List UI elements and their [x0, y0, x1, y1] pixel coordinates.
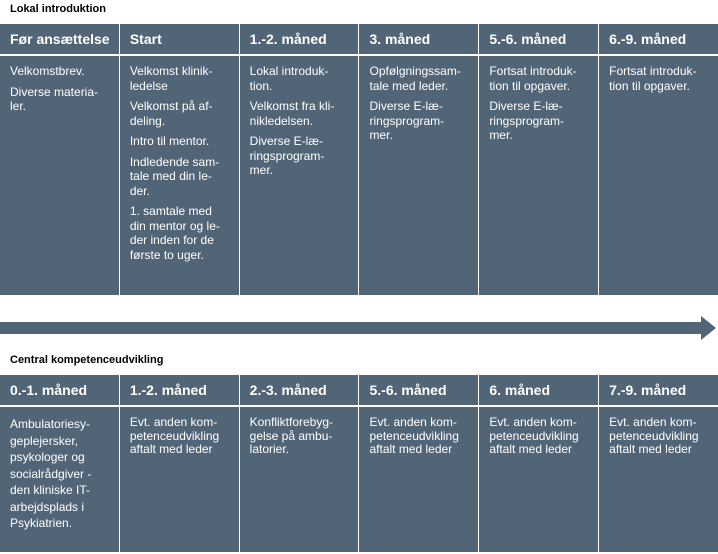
- central-column: [359, 375, 478, 552]
- local-introduction-grid: [0, 24, 718, 295]
- column-header: 6.-9. måned: [599, 24, 718, 56]
- list-item: Velkomst fra kli- nikledelsen.: [249, 99, 335, 128]
- column-body: [240, 407, 359, 457]
- column-body: [120, 407, 239, 457]
- column-header: 6. måned: [479, 375, 598, 407]
- timeline-arrow: [0, 312, 718, 344]
- list-item: Fortsat introduk- tion til opgaver.: [489, 64, 577, 93]
- central-column: [240, 375, 359, 552]
- column-header: 3. måned: [359, 24, 478, 56]
- column-text: Evt. anden kom- petenceudvikling aftalt med leder: [369, 415, 459, 456]
- local-column: [359, 24, 478, 295]
- list-item: Diverse E-læ- ringsprogram- mer.: [249, 134, 325, 177]
- list-item: Velkomstbrev.: [10, 64, 85, 78]
- column-text: Evt. anden kom- petenceudvikling aftalt med leder: [129, 415, 220, 456]
- column-header: 7.-9. måned: [599, 375, 718, 407]
- arrow-shape: [0, 316, 716, 340]
- central-column: [0, 375, 119, 552]
- central-column: [120, 375, 239, 552]
- central-competence-grid: [0, 375, 718, 552]
- column-text: Konfliktforebyg- gelse på ambu- latorier.: [249, 415, 334, 456]
- column-header: 2.-3. måned: [240, 375, 359, 407]
- column-header: 1.-2. måned: [120, 375, 239, 407]
- column-text: Evt. anden kom- petenceudvikling aftalt med leder: [609, 415, 699, 456]
- column-header: 5.-6. måned: [479, 24, 598, 56]
- column-header: Før ansættelse: [0, 24, 119, 56]
- column-body: [359, 56, 478, 149]
- column-text: Evt. anden kom- petenceudvikling aftalt med leder: [489, 415, 579, 456]
- list-item: 1. samtale med din mentor og le- der inden for de første to uger.: [129, 204, 220, 262]
- list-item: Fortsat introduk- tion til opgaver.: [609, 64, 697, 93]
- list-item: Velkomst på af- deling.: [129, 99, 213, 128]
- column-body: [599, 56, 718, 99]
- central-column: [599, 375, 718, 552]
- list-item: Lokal introduk- tion.: [249, 64, 329, 93]
- column-body: [479, 407, 598, 457]
- column-body: [479, 56, 598, 149]
- local-column: [599, 24, 718, 295]
- column-header: Start: [120, 24, 239, 56]
- central-column: [479, 375, 598, 552]
- central-section-title: Central kompetenceudvikling: [10, 354, 164, 366]
- column-header: 0.-1. måned: [0, 375, 119, 407]
- list-item: Opfølgningssam- tale med leder.: [369, 64, 461, 93]
- local-column: [479, 24, 598, 295]
- list-item: Indledende sam- tale med din le- der.: [129, 154, 220, 198]
- column-header: 1.-2. måned: [240, 24, 359, 56]
- column-body: [0, 56, 119, 120]
- column-header: 5.-6. måned: [359, 375, 478, 407]
- local-column: [120, 24, 239, 295]
- list-item: Diverse materia- ler.: [10, 84, 99, 113]
- local-column: [0, 24, 119, 295]
- local-section-title: Lokal introduktion: [10, 3, 106, 15]
- list-item: Diverse E-læ- ringsprogram- mer.: [369, 99, 445, 142]
- list-item: Diverse E-læ- ringsprogram- mer.: [489, 99, 565, 142]
- column-body: [599, 407, 718, 457]
- list-item: Velkomst klinik- ledelse: [129, 64, 213, 93]
- local-column: [240, 24, 359, 295]
- list-item: Intro til mentor.: [129, 134, 210, 148]
- column-body: [240, 56, 359, 184]
- column-text: Ambulatoriesy- geplejersker, psykologer og socialrådgiver - den kliniske IT- arbejdsplads i Psykiatrien.: [10, 417, 92, 530]
- column-body: [120, 56, 239, 268]
- column-body: [359, 407, 478, 457]
- column-body: [0, 407, 119, 532]
